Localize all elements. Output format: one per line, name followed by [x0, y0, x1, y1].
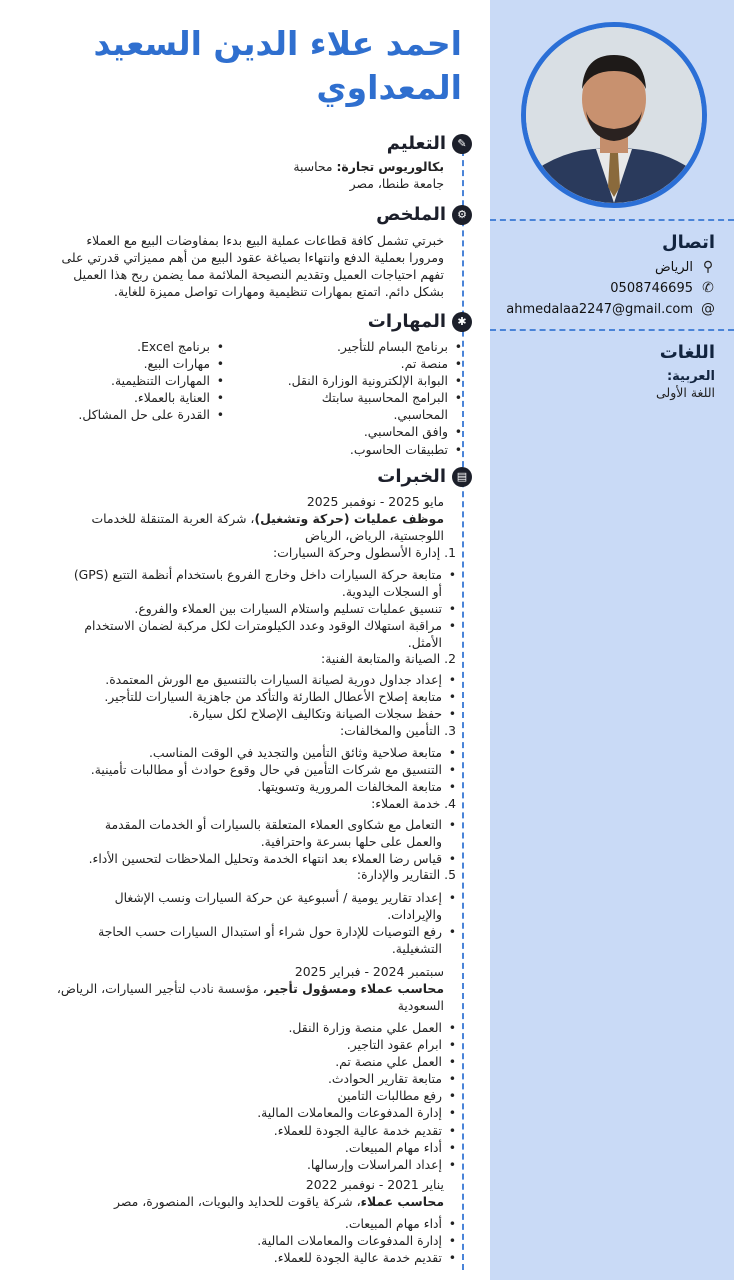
- duty-item: • ابرام عقود التاجير.: [36, 1036, 456, 1053]
- duty-item: أو السجلات اليدوية.: [341, 584, 442, 600]
- languages-title: اللغات: [659, 342, 715, 363]
- skills-icon: ✱: [452, 312, 472, 332]
- job3-list: [36, 1215, 456, 1266]
- duty-item: • أداء مهام المبيعات.: [36, 1139, 456, 1156]
- job2-title: محاسب عملاء ومسؤول تأجير، مؤسسة نادب لتأجير السيارات، الرياض،: [56, 981, 444, 996]
- summary-line-4: بشكل دائم. اتمتع بمهارات تنظيمية ومهارات تواصل مميزة للغاية.: [114, 284, 444, 299]
- gear-icon: ⚙: [452, 205, 472, 225]
- job1-list-2: [36, 671, 456, 722]
- skills-list-1: [282, 338, 462, 458]
- contact-city: [655, 259, 715, 275]
- skill-item: • العناية بالعملاء.: [24, 389, 224, 406]
- duty-item: • مراقبة استهلاك الوقود وعدد الكيلومترات لكل مركبة لضمان الاستخدام: [36, 617, 456, 634]
- summary-line-2: ومرورا بعملية الدفع وانتهاءا بصياغة عقود البيع من أهم مميزاتي قدرتي على: [61, 250, 444, 265]
- job1-heading-2: 2. الصيانة والمتابعة الفنية:: [321, 651, 456, 666]
- experience-title: الخبرات: [377, 466, 446, 487]
- briefcase-icon: ▤: [452, 467, 472, 487]
- summary-line-1: خبرتي تشمل كافة قطاعات عملية البيع بدءا بمفاوضات البيع مع العملاء: [86, 233, 444, 248]
- job1-heading-3: 3. التأمين والمخالفات:: [339, 723, 456, 738]
- job2-company-line2: السعودية: [397, 998, 444, 1013]
- education-degree: بكالوريوس تجارة: محاسبة: [293, 159, 444, 174]
- duty-item: • متابعة صلاحية وثائق التأمين والتجديد في الوقت المناسب.: [36, 744, 456, 761]
- contact-title: اتصال: [661, 232, 715, 253]
- location-pin-icon: ⚲: [702, 259, 714, 275]
- languages-divider: [490, 329, 734, 331]
- duty-item: • إعداد جداول دورية لصيانة السيارات بالتنسيق مع الورش المعتمدة.: [36, 671, 456, 688]
- job2-list: [36, 1019, 456, 1173]
- duty-item: والعمل على حلها بسرعة واحترافية.: [260, 834, 442, 850]
- job1-list-3: [36, 744, 456, 795]
- duty-item: التشغيلية.: [391, 941, 442, 957]
- duty-item: • حفظ سجلات الصيانة وتكاليف الإصلاح لكل سيارة.: [36, 705, 456, 722]
- duty-item: • متابعة إصلاح الأعطال الطارئة والتأكد من جاهزية السيارات للتأجير.: [36, 688, 456, 705]
- job1-list-5: [36, 889, 456, 957]
- contact-phone: [610, 280, 715, 296]
- job3-date: يناير 2021 - نوفمبر 2022: [305, 1177, 444, 1192]
- duty-item: • تقديم خدمة عالية الجودة للعملاء.: [36, 1122, 456, 1139]
- email-text: ahmedalaa2247@gmail.com: [506, 301, 693, 317]
- language-level: اللغة الأولى: [656, 385, 715, 400]
- graduation-icon: ✎: [452, 134, 472, 154]
- skill-item: • منصة تم.: [282, 355, 462, 372]
- skill-item: • المهارات التنظيمية.: [24, 372, 224, 389]
- skill-item: • برنامج البسام للتأجير.: [282, 338, 462, 355]
- skills-header: [368, 311, 472, 332]
- duty-item: • متابعة حركة السيارات داخل وخارج الفروع باستخدام أنظمة التتبع (GPS): [36, 566, 456, 583]
- duty-item: • تنسيق عمليات تسليم واستلام السيارات بين العملاء والفروع.: [36, 600, 456, 617]
- summary-header: [376, 204, 472, 225]
- duty-item: • التنسيق مع شركات التأمين في حال وقوع حوادث أو مطالبات تأمينية.: [36, 761, 456, 778]
- job1-title: موظف عمليات (حركة وتشغيل)، شركة العربة المتنقلة للخدمات: [91, 511, 444, 526]
- duty-item: • إعداد المراسلات وإرسالها.: [36, 1156, 456, 1173]
- education-header: [387, 133, 472, 154]
- skill-item: • وافق المحاسبي.: [282, 423, 462, 440]
- duty-item: • تقديم خدمة عالية الجودة للعملاء.: [36, 1249, 456, 1266]
- duty-item: • متابعة تقارير الحوادث.: [36, 1070, 456, 1087]
- timeline-line: [462, 140, 464, 1270]
- city-text: الرياض: [654, 259, 693, 275]
- skill-item: • مهارات البيع.: [24, 355, 224, 372]
- education-title: التعليم: [386, 133, 446, 154]
- duty-item: • التعامل مع شكاوى العملاء المتعلقة بالسيارات أو الخدمات المقدمة: [36, 816, 456, 833]
- duty-item: • متابعة المخالفات المرورية وتسويتها.: [36, 778, 456, 795]
- skill-item: • البرامج المحاسبية سابتك: [282, 389, 462, 406]
- job1-heading-5: 5. التقارير والإدارة:: [356, 867, 456, 882]
- phone-text: 0508746695: [610, 280, 693, 296]
- phone-icon: ✆: [702, 280, 714, 296]
- summary-title: الملخص: [376, 204, 446, 225]
- experience-header: [377, 466, 472, 487]
- profile-photo: [521, 22, 707, 208]
- job1-company-line2: اللوجستية، الرياض، الرياض: [305, 528, 444, 543]
- contact-email: [506, 301, 715, 317]
- summary-line-3: تفهم احتياجات العميل وتقديم النصيحة الملائمة مما يضمن ربح هذا العميل: [73, 267, 444, 282]
- skills-title: المهارات: [367, 311, 446, 332]
- job1-list-1: [36, 566, 456, 651]
- skill-item: • البوابة الإلكترونية الوزارة النقل.: [282, 372, 462, 389]
- candidate-name: [42, 22, 462, 110]
- contact-divider: [490, 219, 734, 221]
- skills-list-2: [24, 338, 224, 423]
- education-university: جامعة طنطا، مصر: [349, 176, 444, 191]
- duty-item: والإيرادات.: [387, 907, 442, 923]
- job1-list-4: [36, 816, 456, 867]
- job1-date: مايو 2025 - نوفمبر 2025: [306, 494, 444, 509]
- duty-item: • رفع التوصيات للإدارة حول شراء أو استبدال السيارات حسب الحاجة: [36, 923, 456, 940]
- duty-item: • قياس رضا العملاء بعد انتهاء الخدمة وتحليل الملاحظات لتحسين الأداء.: [36, 850, 456, 867]
- skill-item: • تطبيقات الحاسوب.: [282, 441, 462, 458]
- job3-title: محاسب عملاء، شركة ياقوت للحدايد والبويات، المنصورة، مصر: [114, 1194, 444, 1209]
- job2-date: سبتمبر 2024 - فبراير 2025: [294, 964, 444, 979]
- duty-item: • العمل علي منصة تم.: [36, 1053, 456, 1070]
- duty-item: • إدارة المدفوعات والمعاملات المالية.: [36, 1232, 456, 1249]
- name-line-2: المعداوي: [316, 68, 462, 107]
- sidebar: [490, 0, 734, 1280]
- at-icon: @: [701, 301, 715, 317]
- duty-item: • العمل علي منصة وزارة النقل.: [36, 1019, 456, 1036]
- duty-item: • إعداد تقارير يومية / أسبوعية عن حركة السيارات ونسب الإشغال: [36, 889, 456, 906]
- duty-item: • إدارة المدفوعات والمعاملات المالية.: [36, 1104, 456, 1121]
- job1-heading-1: 1. إدارة الأسطول وحركة السيارات:: [273, 545, 456, 560]
- job1-heading-4: 4. خدمة العملاء:: [371, 796, 456, 811]
- skill-item: • القدرة على حل المشاكل.: [24, 406, 224, 423]
- duty-item: • رفع مطالبات التامين: [36, 1087, 456, 1104]
- skill-item: المحاسبي.: [393, 407, 448, 423]
- duty-item: • أداء مهام المبيعات.: [36, 1215, 456, 1232]
- name-line-1: احمد علاء الدين السعيد: [93, 24, 462, 63]
- language-name: العربية:: [666, 369, 715, 384]
- skill-item: • برنامج Excel.: [24, 338, 224, 355]
- duty-item: الأمثل.: [407, 635, 442, 651]
